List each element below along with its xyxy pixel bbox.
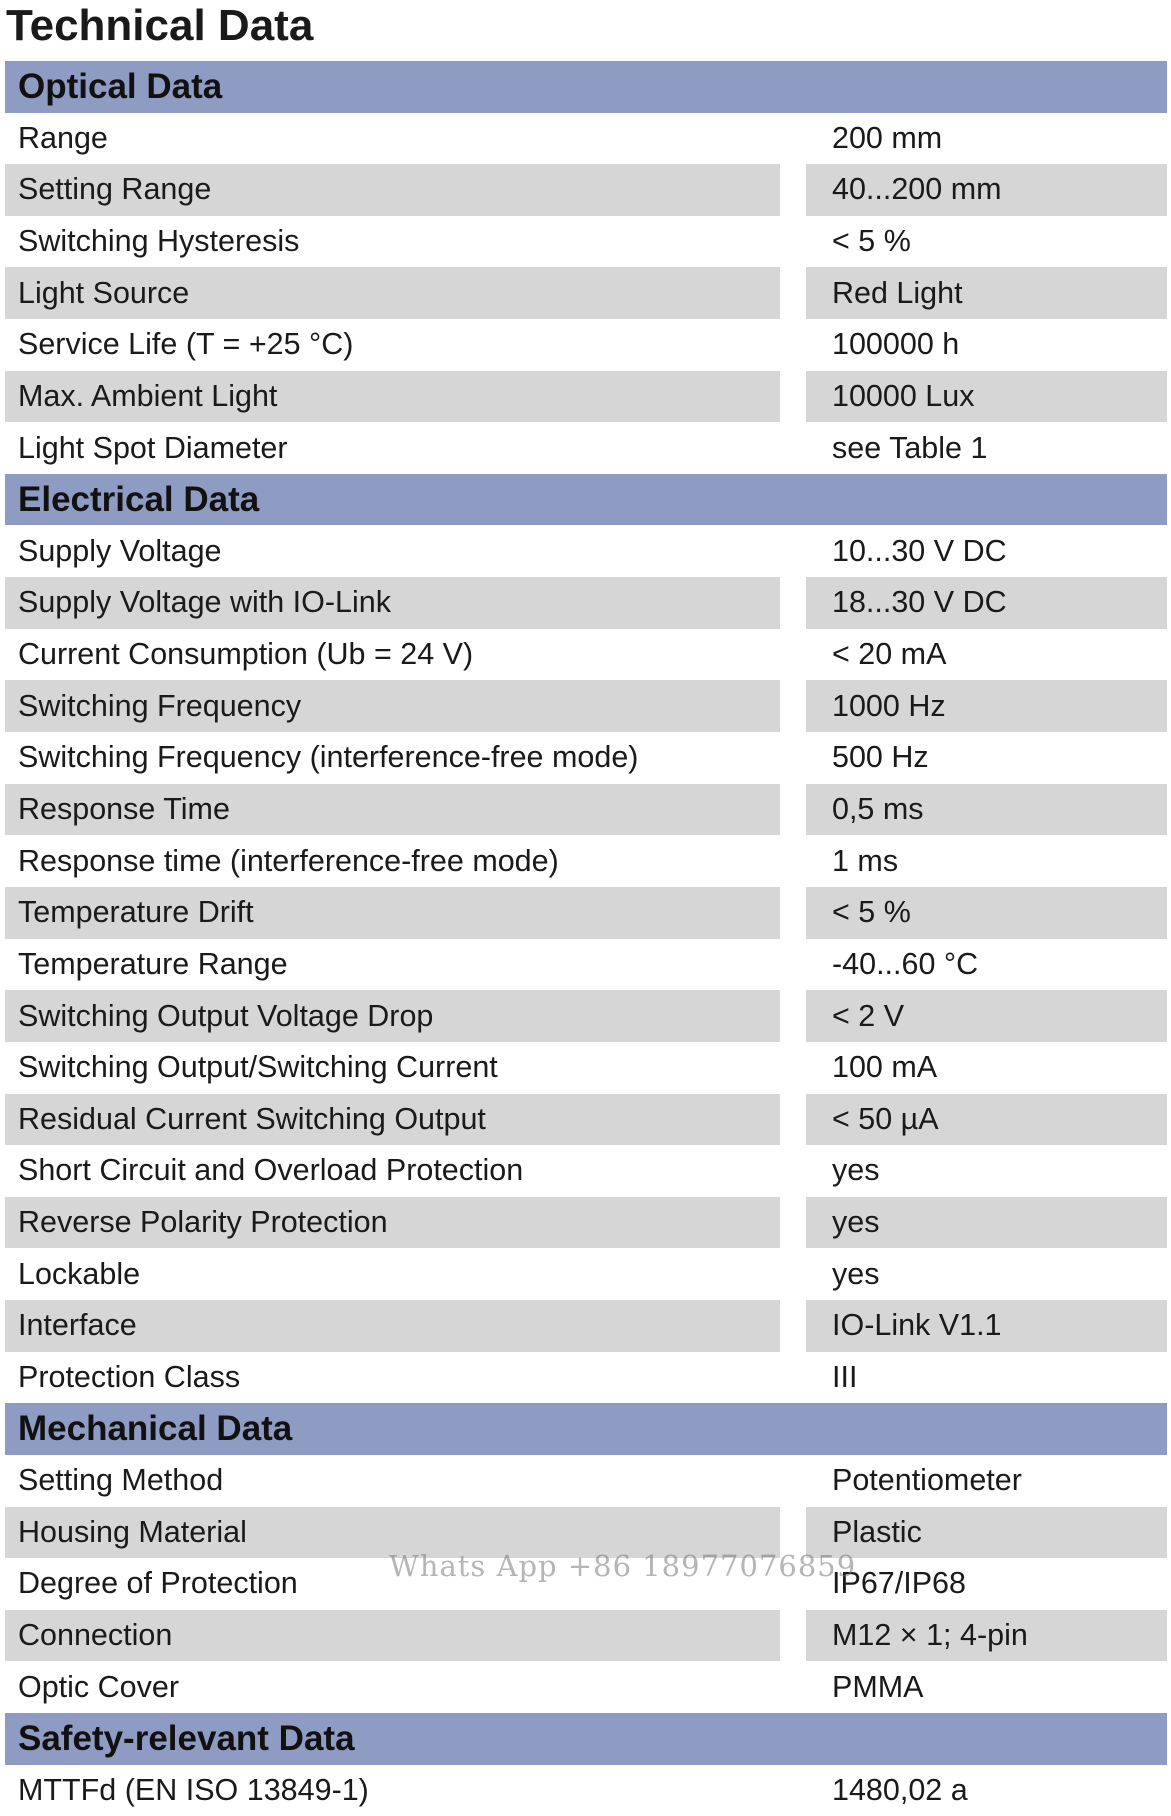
row-label: Service Life (T = +25 °C) <box>18 327 354 362</box>
column-gap <box>780 164 806 216</box>
page-title: Technical Data <box>6 1 314 50</box>
row-label: Response time (interference-free mode) <box>18 843 559 878</box>
column-gap <box>780 267 806 319</box>
watermark: Whats App +86 18977076859 <box>389 1549 857 1583</box>
table-row <box>5 784 1167 836</box>
column-gap <box>780 887 806 939</box>
row-value: yes <box>832 1153 880 1188</box>
row-label: Switching Frequency <box>5 680 780 732</box>
column-gap <box>780 319 806 371</box>
column-gap <box>780 1507 806 1559</box>
table-row <box>5 1042 1167 1094</box>
row-value: 10000 Lux <box>806 371 1167 423</box>
table-row <box>5 1094 1167 1146</box>
row-value: yes <box>806 1197 1167 1249</box>
row-label: Optic Cover <box>18 1669 180 1704</box>
row-label: Reverse Polarity Protection <box>5 1197 780 1249</box>
row-label: Light Source <box>5 267 780 319</box>
table-row <box>5 577 1167 629</box>
row-value: IP67/IP68 <box>832 1566 966 1601</box>
row-label: MTTFd (EN ISO 13849-1) <box>18 1772 369 1807</box>
row-value: 18...30 V DC <box>806 577 1167 629</box>
table-row <box>5 939 1167 991</box>
table-row <box>5 1455 1167 1507</box>
row-label: Lockable <box>18 1256 141 1291</box>
table-row <box>5 1765 1167 1816</box>
column-gap <box>780 525 806 577</box>
table-row <box>5 1558 1167 1610</box>
column-gap <box>780 1248 806 1300</box>
row-label: Interface <box>5 1300 780 1352</box>
table-row <box>5 1197 1167 1249</box>
column-gap <box>780 1042 806 1094</box>
section-header: Safety-relevant Data <box>5 1713 1167 1765</box>
table-row <box>5 525 1167 577</box>
row-value: 200 mm <box>832 120 943 155</box>
column-gap <box>780 1094 806 1146</box>
table-row <box>5 1145 1167 1197</box>
row-value: 0,5 ms <box>806 784 1167 836</box>
table-row <box>5 1300 1167 1352</box>
row-label: Range <box>18 120 108 155</box>
row-value: 40...200 mm <box>806 164 1167 216</box>
row-value: Plastic <box>806 1507 1167 1559</box>
table-row <box>5 835 1167 887</box>
row-label: Switching Output Voltage Drop <box>5 990 780 1042</box>
table-row <box>5 990 1167 1042</box>
row-value: Potentiometer <box>832 1463 1022 1498</box>
column-gap <box>780 1661 806 1713</box>
column-gap <box>780 113 806 165</box>
row-label: Setting Range <box>5 164 780 216</box>
column-gap <box>780 990 806 1042</box>
column-gap <box>780 784 806 836</box>
table-row <box>5 216 1167 268</box>
row-label: Temperature Range <box>18 946 288 981</box>
row-label: Switching Hysteresis <box>18 224 300 259</box>
row-label: Connection <box>5 1610 780 1662</box>
column-gap <box>780 1455 806 1507</box>
column-gap <box>780 371 806 423</box>
row-value: < 5 % <box>832 224 911 259</box>
table-row <box>5 887 1167 939</box>
row-value: PMMA <box>832 1669 924 1704</box>
column-gap <box>780 732 806 784</box>
row-value: 1000 Hz <box>806 680 1167 732</box>
column-gap <box>780 1558 806 1610</box>
table-row <box>5 732 1167 784</box>
row-label: Residual Current Switching Output <box>5 1094 780 1146</box>
table-row <box>5 164 1167 216</box>
row-label: Supply Voltage with IO-Link <box>5 577 780 629</box>
column-gap <box>780 216 806 268</box>
table-row <box>5 1352 1167 1404</box>
row-label: Supply Voltage <box>18 533 222 568</box>
row-value: < 2 V <box>806 990 1167 1042</box>
table-row <box>5 1507 1167 1559</box>
row-label: Protection Class <box>18 1360 241 1395</box>
row-label: Response Time <box>5 784 780 836</box>
table-row <box>5 1248 1167 1300</box>
row-label: Switching Output/Switching Current <box>18 1050 498 1085</box>
row-value: IO-Link V1.1 <box>806 1300 1167 1352</box>
row-value: M12 × 1; 4-pin <box>806 1610 1167 1662</box>
row-value: < 20 mA <box>832 637 947 672</box>
table-row <box>5 1661 1167 1713</box>
row-value: 500 Hz <box>832 740 929 775</box>
column-gap <box>780 835 806 887</box>
row-value: III <box>832 1360 858 1395</box>
column-gap <box>780 1765 806 1816</box>
table-row <box>5 422 1167 474</box>
row-value: see Table 1 <box>832 430 988 465</box>
row-value: -40...60 °C <box>832 946 979 981</box>
row-label: Degree of Protection <box>18 1566 298 1601</box>
row-label: Setting Method <box>18 1463 224 1498</box>
column-gap <box>780 1300 806 1352</box>
row-value: 100000 h <box>832 327 960 362</box>
table-row <box>5 680 1167 732</box>
column-gap <box>780 629 806 681</box>
table-row <box>5 113 1167 165</box>
table-row <box>5 267 1167 319</box>
column-gap <box>780 422 806 474</box>
column-gap <box>780 1197 806 1249</box>
table-row <box>5 1610 1167 1662</box>
column-gap <box>780 1610 806 1662</box>
section-header: Optical Data <box>5 61 1167 113</box>
row-value: 10...30 V DC <box>832 533 1007 568</box>
row-value: < 50 µA <box>806 1094 1167 1146</box>
row-value: 1480,02 a <box>832 1772 968 1807</box>
row-value: < 5 % <box>806 887 1167 939</box>
table-row <box>5 319 1167 371</box>
row-label: Light Spot Diameter <box>18 430 288 465</box>
row-value: yes <box>832 1256 880 1291</box>
row-value: 1 ms <box>832 843 899 878</box>
table-row <box>5 371 1167 423</box>
row-label: Max. Ambient Light <box>5 371 780 423</box>
column-gap <box>780 680 806 732</box>
column-gap <box>780 577 806 629</box>
row-value: 100 mA <box>832 1050 938 1085</box>
column-gap <box>780 1145 806 1197</box>
table-row <box>5 629 1167 681</box>
section-header: Mechanical Data <box>5 1403 1167 1455</box>
column-gap <box>780 939 806 991</box>
row-label: Temperature Drift <box>5 887 780 939</box>
row-label: Short Circuit and Overload Protection <box>18 1153 524 1188</box>
technical-data-table <box>5 61 1167 1816</box>
row-label: Switching Frequency (interference-free mode) <box>18 740 639 775</box>
column-gap <box>780 1352 806 1404</box>
section-header: Electrical Data <box>5 474 1167 526</box>
row-value: Red Light <box>806 267 1167 319</box>
row-label: Housing Material <box>5 1507 780 1559</box>
row-label: Current Consumption (Ub = 24 V) <box>18 637 474 672</box>
